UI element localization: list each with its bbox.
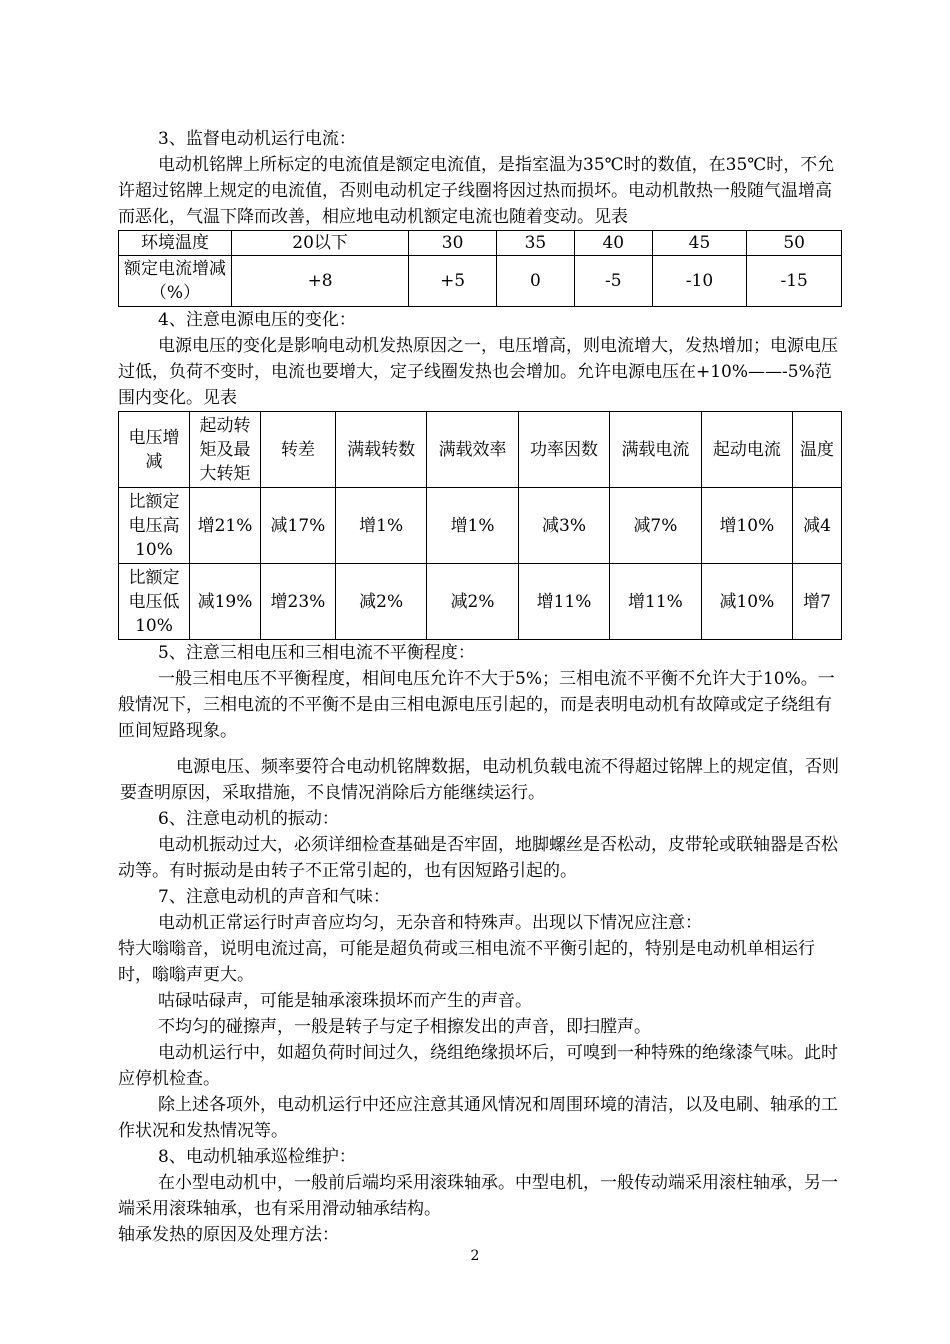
table-cell: 减17% [261,488,336,564]
table-cell: 40 [574,231,652,256]
sec4-heading: 4、注意电源电压的变化： [158,310,356,330]
table-cell: 减3% [518,488,609,564]
table-cell: 增11% [518,564,609,640]
table-cell: -5 [574,256,652,307]
sec7-paragraph-1: 电动机正常运行时声音应均匀，无杂音和特殊声。出现以下情况应注意： [158,913,702,933]
table-header-cell: 满载电流 [610,412,701,488]
table-header-cell: 温度 [793,412,842,488]
sec7-heading: 7、注意电动机的声音和气味： [158,887,390,907]
sec7-paragraph-5: 电动机运行中，如超负荷时间过久，绕组绝缘损坏后，可嗅到一种特殊的绝缘漆气味。此时应停机检查。 [118,1043,838,1089]
table-cell: 45 [652,231,747,256]
table-cell: 环境温度 [119,231,232,256]
table-header-row [119,412,842,488]
sec3-heading: 3、监督电动机运行电流： [158,129,356,149]
sec6-heading: 6、注意电动机的振动： [158,809,339,829]
page-number: 2 [470,1248,480,1264]
table-cell: 20以下 [232,231,409,256]
table-cell: 增21% [190,488,261,564]
table-header-cell: 起动电流 [701,412,792,488]
sec3-paragraph: 电动机铭牌上所标定的电流值是额定电流值，是指室温为35℃时的数值，在35℃时，不允许超过铭牌上规定的电流值，否则电动机定子线圈将因过热而损坏。电动机散热一般随气温增高而恶化，气温下降而改善，相应地电动机额定电流也随着变动。见表 [118,155,835,227]
temperature-current-table [118,230,842,307]
sec7-paragraph-4: 不均匀的碰擦声，一般是转子与定子相擦发出的声音，即扫膛声。 [158,1017,651,1037]
table-row [119,564,842,640]
sec7-paragraph-6: 除上述各项外，电动机运行中还应注意其通风情况和周围环境的清洁，以及电刷、轴承的工作状况和发热情况等。 [118,1095,838,1141]
table-cell: 35 [497,231,575,256]
sec6-paragraph: 电动机振动过大，必须详细检查基础是否牢固，地脚螺丝是否松动，皮带轮或联轴器是否松动等。有时振动是由转子不正常引起的，也有因短路引起的。 [118,835,838,881]
table-cell: 比额定电压高10% [119,488,190,564]
table-row [119,256,842,307]
table-cell: 增1% [427,488,518,564]
table-header-cell: 电压增减 [119,412,190,488]
table-cell: 减4 [793,488,842,564]
table-cell: -15 [747,256,842,307]
table-header-cell: 满载转数 [335,412,426,488]
sec8-paragraph-1: 在小型电动机中，一般前后端均采用滚珠轴承。中型电机，一般传动端采用滚柱轴承，另一端采用滚珠轴承，也有采用滑动轴承结构。 [118,1173,838,1219]
table-header-cell: 转差 [261,412,336,488]
table-cell: 30 [409,231,497,256]
table-cell: 减2% [335,564,426,640]
table-cell: 增10% [701,488,792,564]
table-cell: -10 [652,256,747,307]
table-cell: +8 [232,256,409,307]
sec5-heading: 5、注意三相电压和三相电流不平衡程度： [158,643,475,663]
sec8-heading: 8、电动机轴承巡检维护： [158,1147,356,1167]
voltage-change-table [118,411,842,640]
document-body [118,126,840,1248]
table-cell: +5 [409,256,497,307]
sec8-paragraph-2: 轴承发热的原因及处理方法： [118,1225,339,1245]
table-cell: 0 [497,256,575,307]
table-cell: 比额定电压低10% [119,564,190,640]
sec7-paragraph-3: 咕碌咕碌声，可能是轴承滚珠损坏而产生的声音。 [158,991,532,1011]
table-cell: 增1% [335,488,426,564]
table-cell: 减2% [427,564,518,640]
table-cell: 减7% [610,488,701,564]
table-cell: 增23% [261,564,336,640]
sec5-paragraph-2: 电源电压、频率要符合电动机铭牌数据，电动机负载电流不得超过铭牌上的规定值，否则要查明原因，采取措施，不良情况消除后方能继续运行。 [120,757,839,803]
table-header-cell: 满载效率 [427,412,518,488]
table-row [119,488,842,564]
table-header-cell: 起动转矩及最大转矩 [190,412,261,488]
table-cell: 增11% [610,564,701,640]
table-cell: 减10% [701,564,792,640]
sec4-paragraph: 电源电压的变化是影响电动机发热原因之一，电压增高，则电流增大，发热增加；电源电压过低，负荷不变时，电流也要增大，定子线圈发热也会增加。允许电源电压在+10%——-5%范围内变化。见表 [118,336,838,408]
sec5-paragraph-1: 一般三相电压不平衡程度，相间电压允许不大于5%；三相电流不平衡不允许大于10%。一般情况下，三相电流的不平衡不是由三相电源电压引起的，而是表明电动机有故障或定子绕组有匝间短路现象。 [118,669,835,741]
table-cell: 增7 [793,564,842,640]
table-cell: 50 [747,231,842,256]
sec7-paragraph-2: 特大嗡嗡音，说明电流过高，可能是超负荷或三相电流不平衡引起的，特别是电动机单相运行时，嗡嗡声更大。 [118,939,815,985]
table-cell: 额定电流增减（%） [119,256,232,307]
table-header-cell: 功率因数 [518,412,609,488]
table-cell: 减19% [190,564,261,640]
table-row [119,231,842,256]
